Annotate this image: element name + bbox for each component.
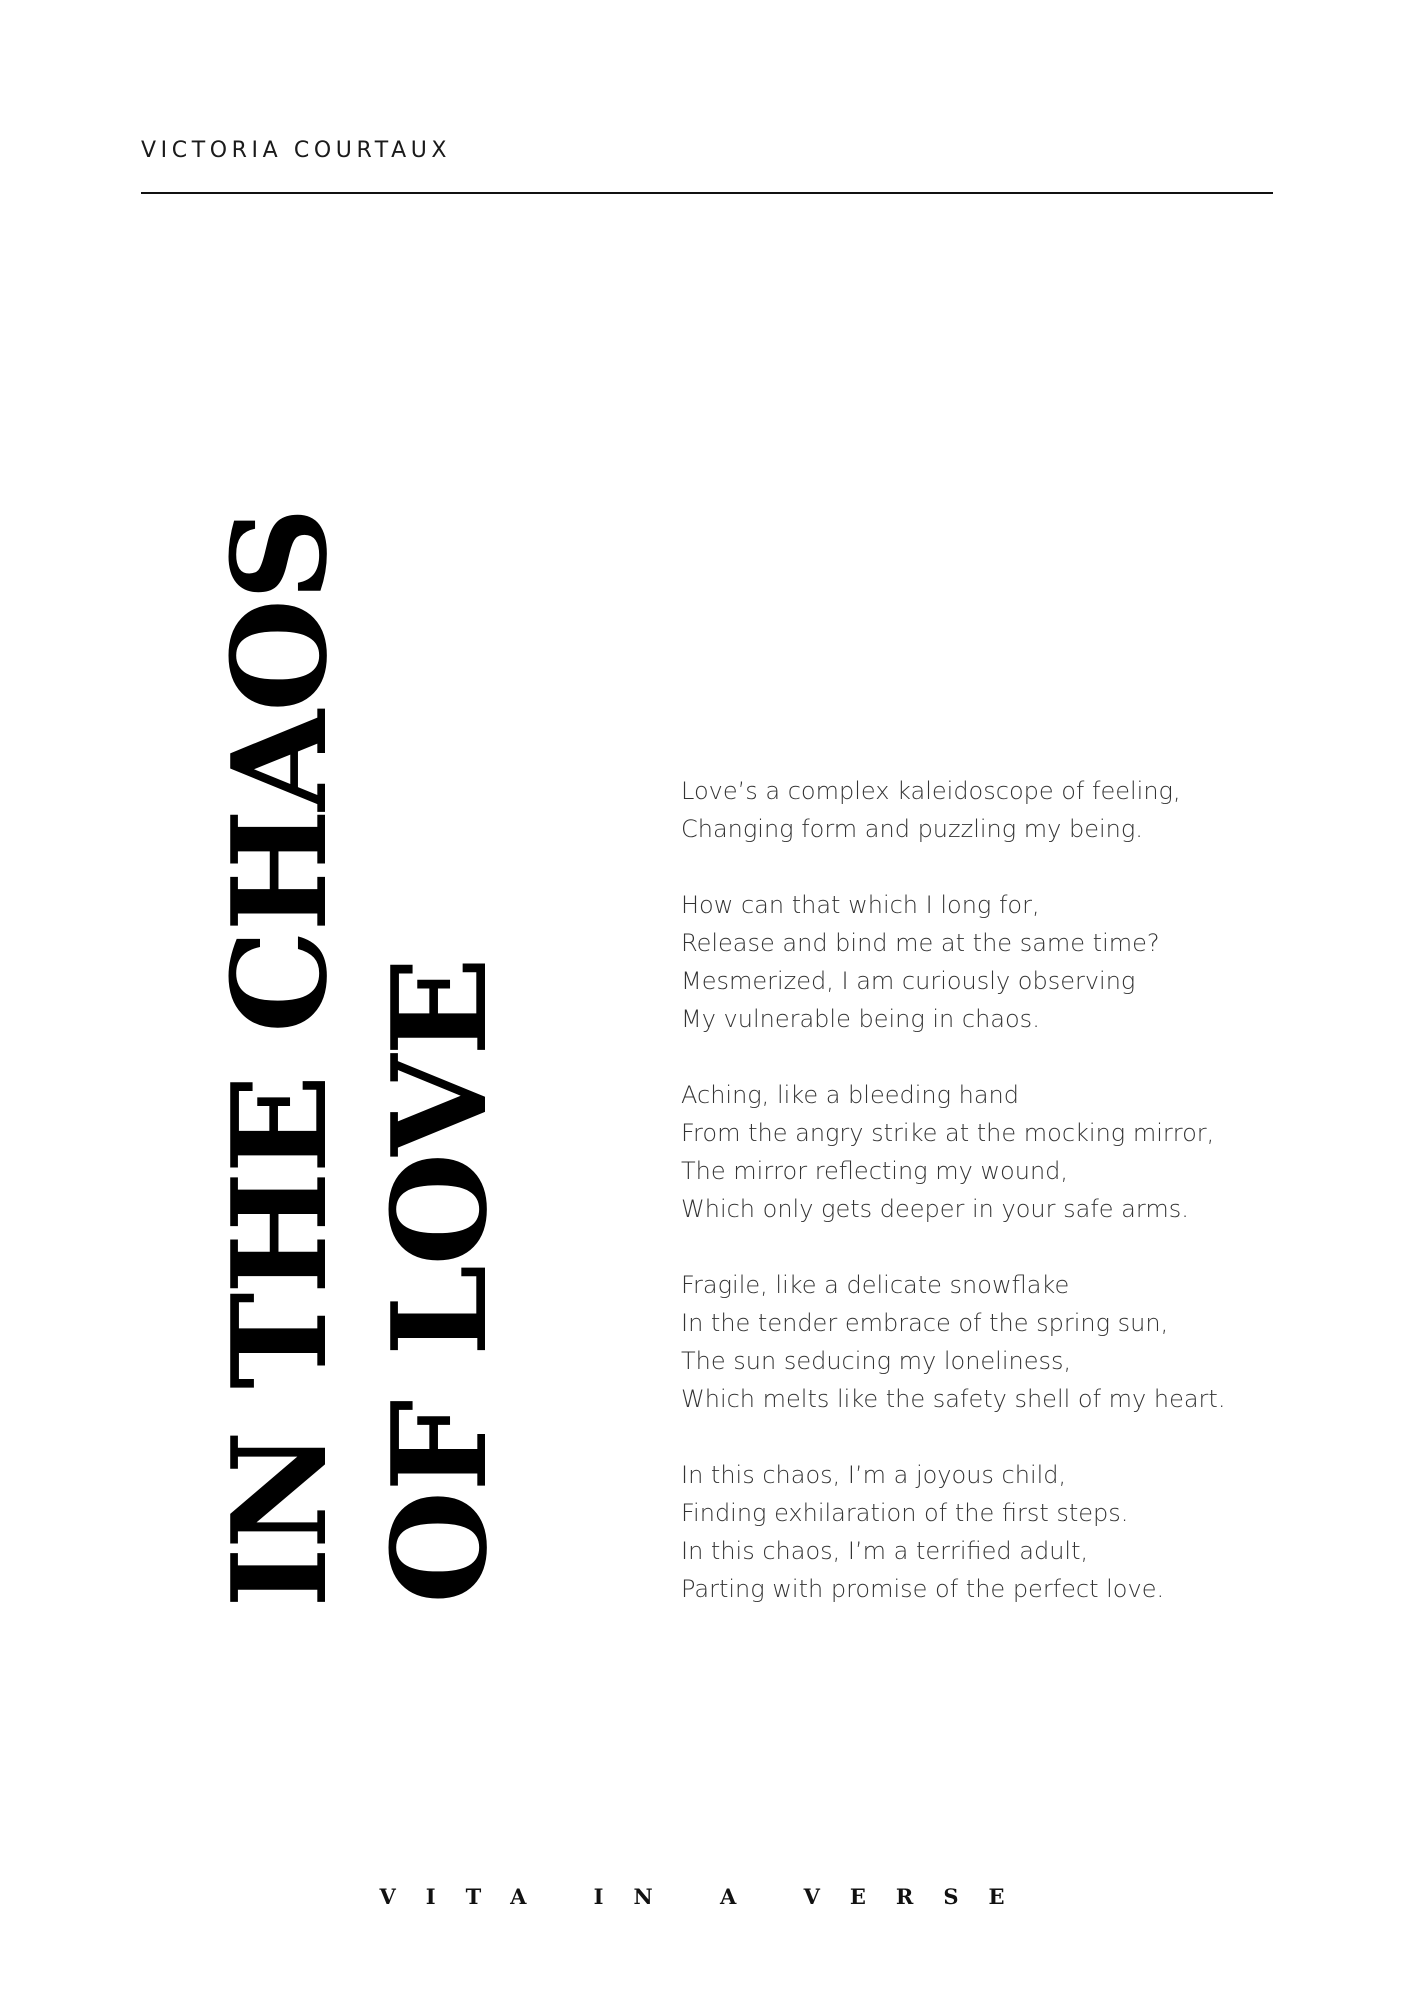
poem-line: Mesmerized, I am curiously observing [681, 967, 1136, 995]
footer-series-name: VITA IN A VERSE [379, 1884, 1035, 1909]
poem-stanza [681, 772, 1241, 848]
poem-line: In this chaos, I’m a terrified adult, [681, 1537, 1089, 1565]
poem-stanza [681, 886, 1241, 1038]
poem-line: Finding exhilaration of the first steps. [681, 1499, 1129, 1527]
poem-line: Which melts like the safety shell of my heart. [681, 1385, 1226, 1413]
poem-stanza [681, 1266, 1241, 1418]
poem-line: Love’s a complex kaleidoscope of feeling, [681, 777, 1181, 805]
poem-line: Release and bind me at the same time? [681, 929, 1160, 957]
poem-line: From the angry strike at the mocking mirror, [681, 1119, 1215, 1147]
poem-body [681, 772, 1241, 1608]
poem-title-line-2: OF LOVE [363, 957, 516, 1604]
poem-line: Changing form and puzzling my being. [681, 815, 1143, 843]
poem-line: Fragile, like a delicate snowflake [681, 1271, 1070, 1299]
header-divider [141, 192, 1273, 194]
poem-line: Aching, like a bleeding hand [681, 1081, 1019, 1109]
poem-line: The sun seducing my loneliness, [681, 1347, 1072, 1375]
poem-line: In the tender embrace of the spring sun, [681, 1309, 1169, 1337]
poem-line: In this chaos, I’m a joyous child, [681, 1461, 1067, 1489]
author-name: VICTORIA COURTAUX [141, 138, 452, 163]
poem-line: The mirror reflecting my wound, [681, 1157, 1069, 1185]
poem-stanza [681, 1456, 1241, 1608]
poem-stanza [681, 1076, 1241, 1228]
poem-line: Which only gets deeper in your safe arms. [681, 1195, 1189, 1223]
poem-line: How can that which I long for, [681, 891, 1040, 919]
poem-line: Parting with promise of the perfect love. [681, 1575, 1165, 1603]
poem-line: My vulnerable being in chaos. [681, 1005, 1040, 1033]
poem-title-line-1: IN THE CHAOS [203, 508, 356, 1608]
